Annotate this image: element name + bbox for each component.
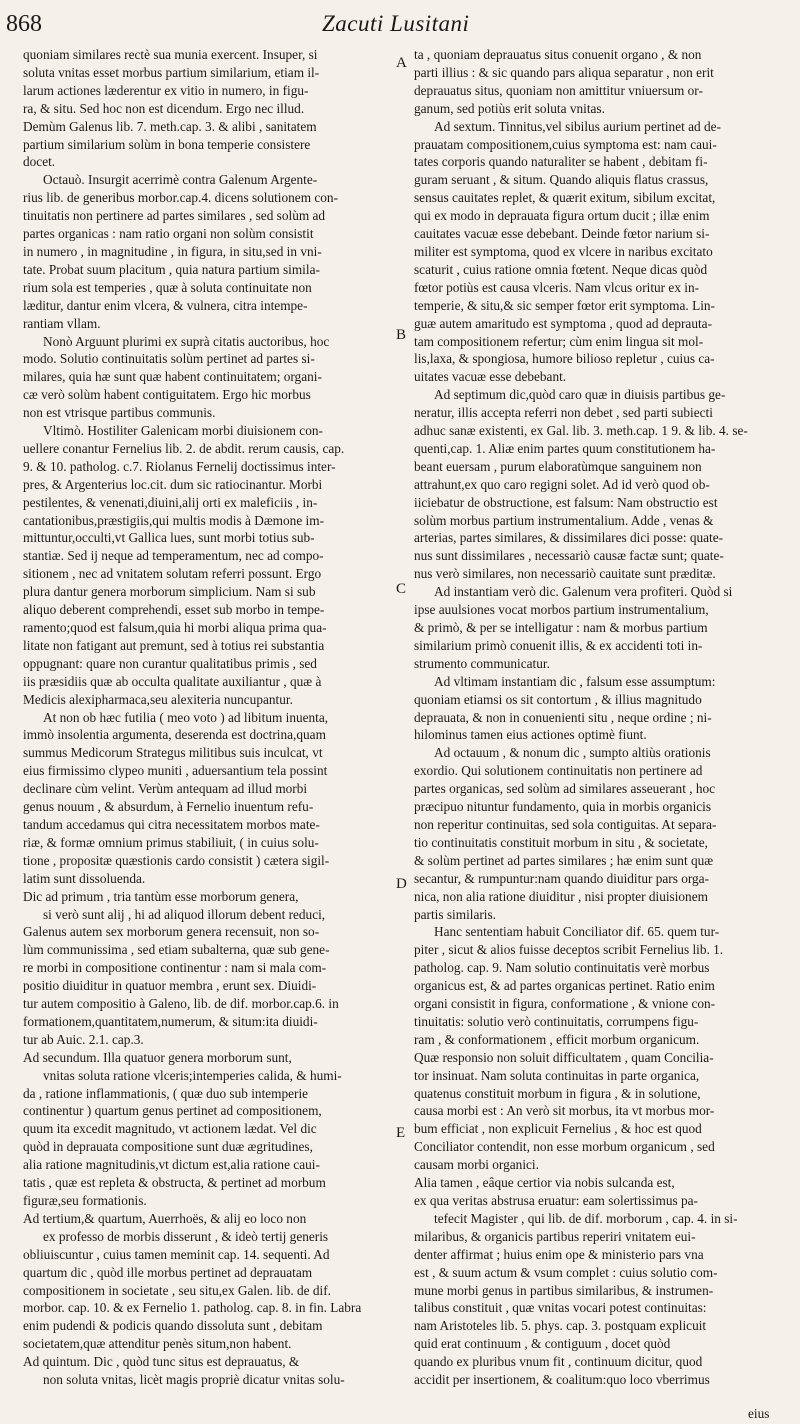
text-line: cauitates vacuæ esse debebant. Deinde fœtor narium si- bbox=[414, 226, 710, 242]
text-line: denter affirmat ; huius enim ope & ministerio pars vna bbox=[414, 1246, 704, 1262]
text-line: docet. bbox=[23, 154, 56, 170]
text-line: Octauò. Insurgit acerrimè contra Galenum Argente- bbox=[43, 172, 318, 188]
text-line: ramento;quod est falsum,quia hi morbi aliqua prima qua- bbox=[23, 620, 327, 635]
text-line: causam morbi organici. bbox=[414, 1157, 539, 1173]
text-line: Ad instantiam verò dic. Galenum vera profiteri. Quòd si bbox=[434, 584, 733, 600]
text-line: soluta vnitas esset morbus partium similarium, etiam il- bbox=[23, 64, 320, 80]
text-line: hilominus tamen eius actiones optimè fiunt. bbox=[414, 727, 647, 743]
text-line: secantur, & rumpuntur:nam quando diuiditur pars orga- bbox=[414, 870, 710, 886]
text-line: Ad tertium,& quartum, Auerrhoës, & alij eo loco non bbox=[23, 1210, 307, 1226]
text-line: si verò sunt alij , hi ad aliquod illorum debent reduci, bbox=[43, 906, 326, 922]
text-line: larum actiones læderentur ex vitio in numero, in figu- bbox=[23, 82, 309, 98]
text-line: est , & suum actum & vsum complet : cuius solutio com- bbox=[414, 1264, 718, 1280]
left-column bbox=[23, 46, 395, 1408]
text-line: nam Aristoteles lib. 5. phys. cap. 3. postquam explicuit bbox=[414, 1318, 707, 1334]
text-line: Ad secundum. Illa quatuor genera morborum sunt, bbox=[23, 1049, 292, 1065]
text-line: quando ex pluribus vnum fit , continuum dicitur, quod bbox=[414, 1354, 703, 1370]
text-line: & primò, & per se intelligatur : nam & morbus partium bbox=[414, 620, 708, 635]
text-line: adhuc sanæ existenti, ex Gal. lib. 3. meth.cap. 1 9. & lib. 4. se- bbox=[414, 423, 748, 439]
text-line: nus sunt dissimilares , necessariò causæ factæ sunt; quate- bbox=[414, 548, 724, 564]
text-line: causa morbi est : An verò sit morbus, ita vt morbus mor- bbox=[414, 1103, 715, 1119]
margin-letter-e: E bbox=[396, 1125, 406, 1141]
text-line: figuræ,seu formationis. bbox=[23, 1193, 147, 1208]
text-line: tor insinuat. Nam soluta continuitas in parte organica, bbox=[414, 1067, 700, 1083]
text-line: enim pudendi & podicis quando dissoluta sunt , debitam bbox=[23, 1318, 323, 1334]
text-line: ex qua veritas abstrusa eruatur: eam solertissimus pa- bbox=[414, 1193, 698, 1208]
text-line: tatis , quæ est repleta & obstructa, & pertinet ad morbum bbox=[23, 1175, 326, 1191]
text-line: in numero , in magnitudine , in figura, in situ,sed in vni- bbox=[23, 243, 322, 259]
text-line: non reperitur continuitas, sed sola contiguitas. At separa- bbox=[414, 816, 717, 832]
text-line: rantiam vllam. bbox=[23, 315, 101, 331]
text-line: organi consistit in figura, conformatione , & vnione con- bbox=[414, 996, 716, 1012]
text-line: continentur ) quartum genus pertinet ad compositionem, bbox=[23, 1103, 322, 1119]
text-line: nica, non alia ratione diuiditur , nisi propter diuisionem bbox=[414, 888, 708, 904]
text-line: partes organicas, sed solùm ad similares asseuerant , hoc bbox=[414, 781, 716, 797]
text-line: milares, quia hæ sunt quæ habent continuitatem; organi- bbox=[23, 369, 322, 385]
text-line: læditur, dantur enim vlcera, & vulnera, citra intempe- bbox=[23, 297, 308, 313]
text-line: non soluta vnitas, licèt magis propriè dicatur vnitas solu- bbox=[43, 1372, 345, 1388]
margin-letter-c: C bbox=[396, 581, 407, 597]
text-line: Alia tamen , eâque certior via nobis sulcanda est, bbox=[414, 1175, 675, 1191]
text-line: militer est symptoma, quod ex vlcere in naribus excitato bbox=[414, 243, 713, 259]
text-line: patholog. cap. 9. Nam solutio continuitatis verè morbus bbox=[414, 960, 710, 976]
margin-letter-b: B bbox=[396, 327, 407, 343]
text-line: litate non fatigant aut premunt, sed à totius rei substantia bbox=[23, 637, 325, 653]
text-line: tandum accedamus qui citra necessitatem morbos mate- bbox=[23, 816, 320, 832]
text-line: talibus constituit , quæ vnitas vocari potest continuitas: bbox=[414, 1300, 707, 1316]
text-line: solùm morbus partium instrumentalium. Adde , venas & bbox=[414, 512, 714, 528]
right-column bbox=[414, 46, 782, 1408]
text-line: cantationibus,præstigiis,qui multis modis à Dæmone im- bbox=[23, 512, 325, 528]
text-line: guram seruant , & situm. Quando aliquis flatus crassus, bbox=[414, 172, 709, 188]
text-line: beant euersam , purum elaboratùmque sanguinem non bbox=[414, 458, 702, 474]
text-line: exordio. Qui solutionem continuitatis non pertinere ad bbox=[414, 763, 703, 779]
text-line: ex professo de morbis disserunt , & ideò tertij generis bbox=[43, 1228, 329, 1244]
text-line: cæ verò solùm habent contiguitatem. Ergo hic morbus bbox=[23, 387, 311, 403]
text-line: partes organicas : nam ratio organi non solùm consistit bbox=[23, 226, 314, 242]
text-line: vnitas soluta ratione vlceris;intemperies calida, & humi- bbox=[43, 1067, 342, 1083]
text-line: fœtor potiùs est causa vlceris. Nam vlcus oritur ex in- bbox=[414, 279, 700, 295]
text-line: aliquo deberent comprehendi, esset sub morbo in tempe- bbox=[23, 602, 325, 618]
text-line: rium sola est temperies , quæ à soluta continuitate non bbox=[23, 279, 312, 295]
text-line: similarium primò conuenit illis, & ex accidenti toti in- bbox=[414, 637, 703, 653]
text-line: præcipuo nituntur fundamento, quia in morbis organicis bbox=[414, 799, 712, 815]
page-header bbox=[0, 0, 800, 48]
text-line: lùm communissima , sed etiam subalterna, quæ sub gene- bbox=[23, 942, 330, 958]
catchword: eius bbox=[748, 1406, 770, 1421]
text-line: tur autem compositio à Galeno, lib. de dif. morbor.cap.6. in bbox=[23, 996, 339, 1012]
text-line: tinuitatis: solutio verò continuitatis, corrumpens figu- bbox=[414, 1013, 699, 1029]
text-line: morbor. cap. 10. & ex Fernelio 1. patholog. cap. 8. in fin. Labra bbox=[23, 1300, 362, 1316]
text-line: genus nouum , & absurdum, à Fernelio inuentum refu- bbox=[23, 799, 314, 815]
text-line: At non ob hæc futilia ( meo voto ) ad libitum inuenta, bbox=[43, 709, 329, 725]
text-line: accidit per insertionem, & coalitum:quo loco vberrimus bbox=[414, 1372, 710, 1388]
text-line: Conciliator contendit, non esse morbum organicum , sed bbox=[414, 1139, 715, 1155]
margin-letter-d: D bbox=[396, 876, 407, 892]
text-line: Ad septimum dic,quòd caro quæ in diuisis partibus ge- bbox=[434, 387, 726, 403]
text-line: mune morbi genus in partibus similaribus, & instrumen- bbox=[414, 1282, 714, 1298]
text-line: modo. Solutio continuitatis solùm pertinet ad partes si- bbox=[23, 351, 315, 367]
text-line: lis,laxa, & spongiosa, humore bilioso repletur , cuius ca- bbox=[414, 351, 715, 367]
text-line: plura dantur genera morborum simplicium. Nam si sub bbox=[23, 584, 316, 600]
text-line: sensus cauitates replet, & quærit exitum, sibilum excitat, bbox=[414, 190, 716, 206]
text-line: Galenus autem sex morborum genera recensuit, non so- bbox=[23, 924, 320, 940]
text-line: stantiæ. Sed ij neque ad temperamentum, nec ad compo- bbox=[23, 548, 324, 564]
text-line: Nonò Arguunt plurimi ex suprà citatis auctoribus, hoc bbox=[43, 333, 330, 349]
text-line: piter , sicut & alios fuisse deceptos scribit Fernelius lib. 1. bbox=[414, 942, 724, 958]
text-line: iis præsidiis quæ ab occulta qualitate auxiliantur , quæ à bbox=[23, 673, 322, 689]
text-line: uitates vacuæ esse debebant. bbox=[414, 369, 567, 385]
text-line: tinuitatis non pertinere ad partes similares , sed solùm ad bbox=[23, 208, 326, 224]
text-line: quid erat continuum , & contiguum , docet quòd bbox=[414, 1336, 671, 1352]
text-line: attrahunt,ex quo caro regigni solet. Ad id verò quod ob- bbox=[414, 476, 710, 492]
text-line: mittuntur,occulti,vt Gallica lues, sunt morbi totius sub- bbox=[23, 530, 315, 546]
text-line: ganum, sed potiùs erit soluta vnitas. bbox=[414, 100, 605, 116]
text-line: partium similarium solùm in bona temperie consistere bbox=[23, 136, 311, 152]
page-number: 868 bbox=[6, 11, 42, 37]
text-line: tio continuitatis constituit morbum in situ , & societate, bbox=[414, 834, 708, 850]
text-line: Dic ad primum , tria tantùm esse morborum genera, bbox=[23, 888, 299, 904]
text-line: tate. Probat suum placitum , quia natura partium simila- bbox=[23, 261, 320, 277]
text-line: rius lib. de generibus morbor.cap.4. dicens solutionem con- bbox=[23, 190, 338, 206]
margin-letter-a: A bbox=[396, 55, 407, 71]
text-line: Ad quintum. Dic , quòd tunc situs est deprauatus, & bbox=[23, 1354, 300, 1370]
text-line: quum ita excedit magnitudo, vt actionem lædat. Vel dic bbox=[23, 1121, 317, 1137]
text-line: nus verò similares, non necessariò cauitate sunt præditæ. bbox=[414, 566, 716, 582]
text-line: Ad vltimam instantiam dic , falsum esse assumptum: bbox=[434, 673, 716, 689]
text-line: prauatam compositionem,cuius symptoma est: nam caui- bbox=[414, 136, 717, 152]
text-line: tur ab Auic. 2.1. cap.3. bbox=[23, 1031, 144, 1047]
text-line: Vltimò. Hostiliter Galenicam morbi diuisionem con- bbox=[43, 423, 323, 439]
text-line: scaturit , cuius ratione omnia fœtent. Neque dicas quòd bbox=[414, 261, 708, 277]
text-line: obliuiscuntur , cuius tamen meminit cap. 14. sequenti. Ad bbox=[23, 1246, 330, 1262]
text-line: oppugnant: quare non curantur qualitatibus primis , sed bbox=[23, 655, 317, 671]
text-line: da , ratione inflammationis, ( quæ duo sub intemperie bbox=[23, 1085, 309, 1101]
text-line: ipse auulsiones vocat morbos partium instrumentalium, bbox=[414, 602, 709, 618]
text-line: organicus est, & ad partes organicas pertinet. Ratio enim bbox=[414, 978, 715, 994]
text-line: deprauata, & non in conuenienti situ , neque ordine ; ni- bbox=[414, 709, 712, 725]
text-line: iiciebatur de obstructione, est falsum: Nam obstructio est bbox=[414, 494, 718, 510]
text-line: alia ratione magnitudinis,vt dictum est,alia ratione caui- bbox=[23, 1157, 320, 1173]
text-line: ta , quoniam deprauatus situs conuenit organo , & non bbox=[414, 47, 702, 62]
text-line: bum efficiat , non explicuit Fernelius , & hoc est quod bbox=[414, 1121, 702, 1137]
text-line: strumento communicatur. bbox=[414, 655, 550, 671]
text-line: formationem,quantitatem,numerum, & situm:ita diuidi- bbox=[23, 1013, 318, 1029]
text-line: societatem,quæ attenditur penès situm,non habent. bbox=[23, 1336, 292, 1352]
text-line: tates corporis quando naturaliter se habent , debitam fi- bbox=[414, 154, 708, 170]
text-line: Hanc sententiam habuit Conciliator dif. 65. quem tur- bbox=[434, 924, 720, 940]
text-line: Demùm Galenus lib. 7. meth.cap. 3. & alibi , sanitatem bbox=[23, 118, 317, 134]
text-line: summus Medicorum Strategus militibus suis inculcat, vt bbox=[23, 745, 323, 761]
text-line: quenti,cap. 1. Aliæ enim partes quum constitutionem ha- bbox=[414, 440, 716, 456]
text-line: Ad octauum , & nonum dic , sumpto altiùs orationis bbox=[434, 745, 711, 761]
text-line: non est vtrisque partibus communis. bbox=[23, 405, 216, 421]
text-line: partis similaris. bbox=[414, 906, 496, 922]
text-line: uellere conantur Fernelius lib. 2. de abdit. rerum causis, cap. bbox=[23, 440, 345, 456]
text-line: positio diuiditur in quatuor membra , erunt sex. Diuidi- bbox=[23, 978, 317, 994]
text-line: deprauatus situs, quoniam non amittitur vniuersum or- bbox=[414, 82, 703, 98]
text-line: ra, & situ. Sed hoc non est dicendum. Ergo nec illud. bbox=[23, 100, 305, 116]
text-line: arterias, partes similares, & dissimilares dici posse: quate- bbox=[414, 530, 724, 546]
text-line: tam compositionem refertur; cùm enim lingua sit mol- bbox=[414, 333, 704, 349]
text-line: re morbi in compositione continentur : nam si mala com- bbox=[23, 960, 327, 976]
text-line: 9. & 10. patholog. c.7. Riolanus Fernelij doctissimus inter- bbox=[23, 458, 336, 474]
text-line: sitionem , nec ad vnitatem solutam referri possunt. Ergo bbox=[23, 566, 322, 582]
text-line: quòd in deprauata compositione sunt duæ ægritudines, bbox=[23, 1139, 313, 1155]
text-line: eius firmissimo clypeo muniti , aduersantium tela possint bbox=[23, 763, 328, 779]
text-line: quoniam etiamsi os sit contortum , & illius magnitudo bbox=[414, 691, 702, 707]
text-line: quoniam similares rectè sua munia exercent. Insuper, si bbox=[23, 47, 318, 62]
text-line: Ad sextum. Tinnitus,vel sibilus aurium pertinet ad de- bbox=[434, 118, 721, 134]
text-line: qui ex modo in deprauata figura ortum ducit ; illæ enim bbox=[414, 208, 710, 224]
text-line: & solùm pertinet ad partes similares ; hæ enim sunt quæ bbox=[414, 852, 714, 868]
text-line: Medicis alexipharmaca,seu alexiteria nuncupantur. bbox=[23, 691, 293, 707]
text-line: immò insolentia argumenta, deserenda est doctrina,quam bbox=[23, 727, 326, 743]
text-line: guæ autem amaritudo est symptoma , quod ad deprauta- bbox=[414, 315, 712, 331]
text-line: quatenus constituit morbum in figura , & in solutione, bbox=[414, 1085, 701, 1101]
running-title: Zacuti Lusitani bbox=[322, 11, 470, 36]
text-line: quartum dic , quòd ille morbus pertinet ad deprauatam bbox=[23, 1264, 313, 1280]
text-line: Quæ responsio non soluit difficultatem , quam Concilia- bbox=[414, 1049, 714, 1065]
text-line: compositionem in societate , seu situ,ex Galen. lib. de dif. bbox=[23, 1282, 331, 1298]
text-line: pres, & Argenterius loc.cit. dum sic ratiocinantur. Morbi bbox=[23, 476, 323, 492]
text-line: tefecit Magister , qui lib. de dif. morborum , cap. 4. in si- bbox=[434, 1210, 738, 1226]
text-line: declinare cùm velint. Verùm antequam ad illud morbi bbox=[23, 781, 308, 797]
text-line: riæ, & formæ omnium primus stabiliuit, ( in cuius solu- bbox=[23, 834, 319, 850]
text-line: temperie, & situ,& sic semper fœtor erit symptoma. Lin- bbox=[414, 297, 715, 313]
text-line: latim sunt dissoluenda. bbox=[23, 870, 146, 886]
text-line: neratur, illis accepta referri non debet , sed parti subiecti bbox=[414, 405, 713, 421]
text-line: milaribus, & organicis partibus reperiri vnitatem eui- bbox=[414, 1228, 696, 1244]
text-line: ram , & conformationem , efficit morbum organicum. bbox=[414, 1031, 700, 1047]
text-line: parti illius : & sic quando pars aliqua separatur , non erit bbox=[414, 64, 714, 80]
text-line: tione , propositæ quæstionis cardo consistit ) cætera sigil- bbox=[23, 852, 330, 868]
text-line: pestilentes, & venenati,diuini,alij orti ex maleficiis , in- bbox=[23, 494, 318, 510]
